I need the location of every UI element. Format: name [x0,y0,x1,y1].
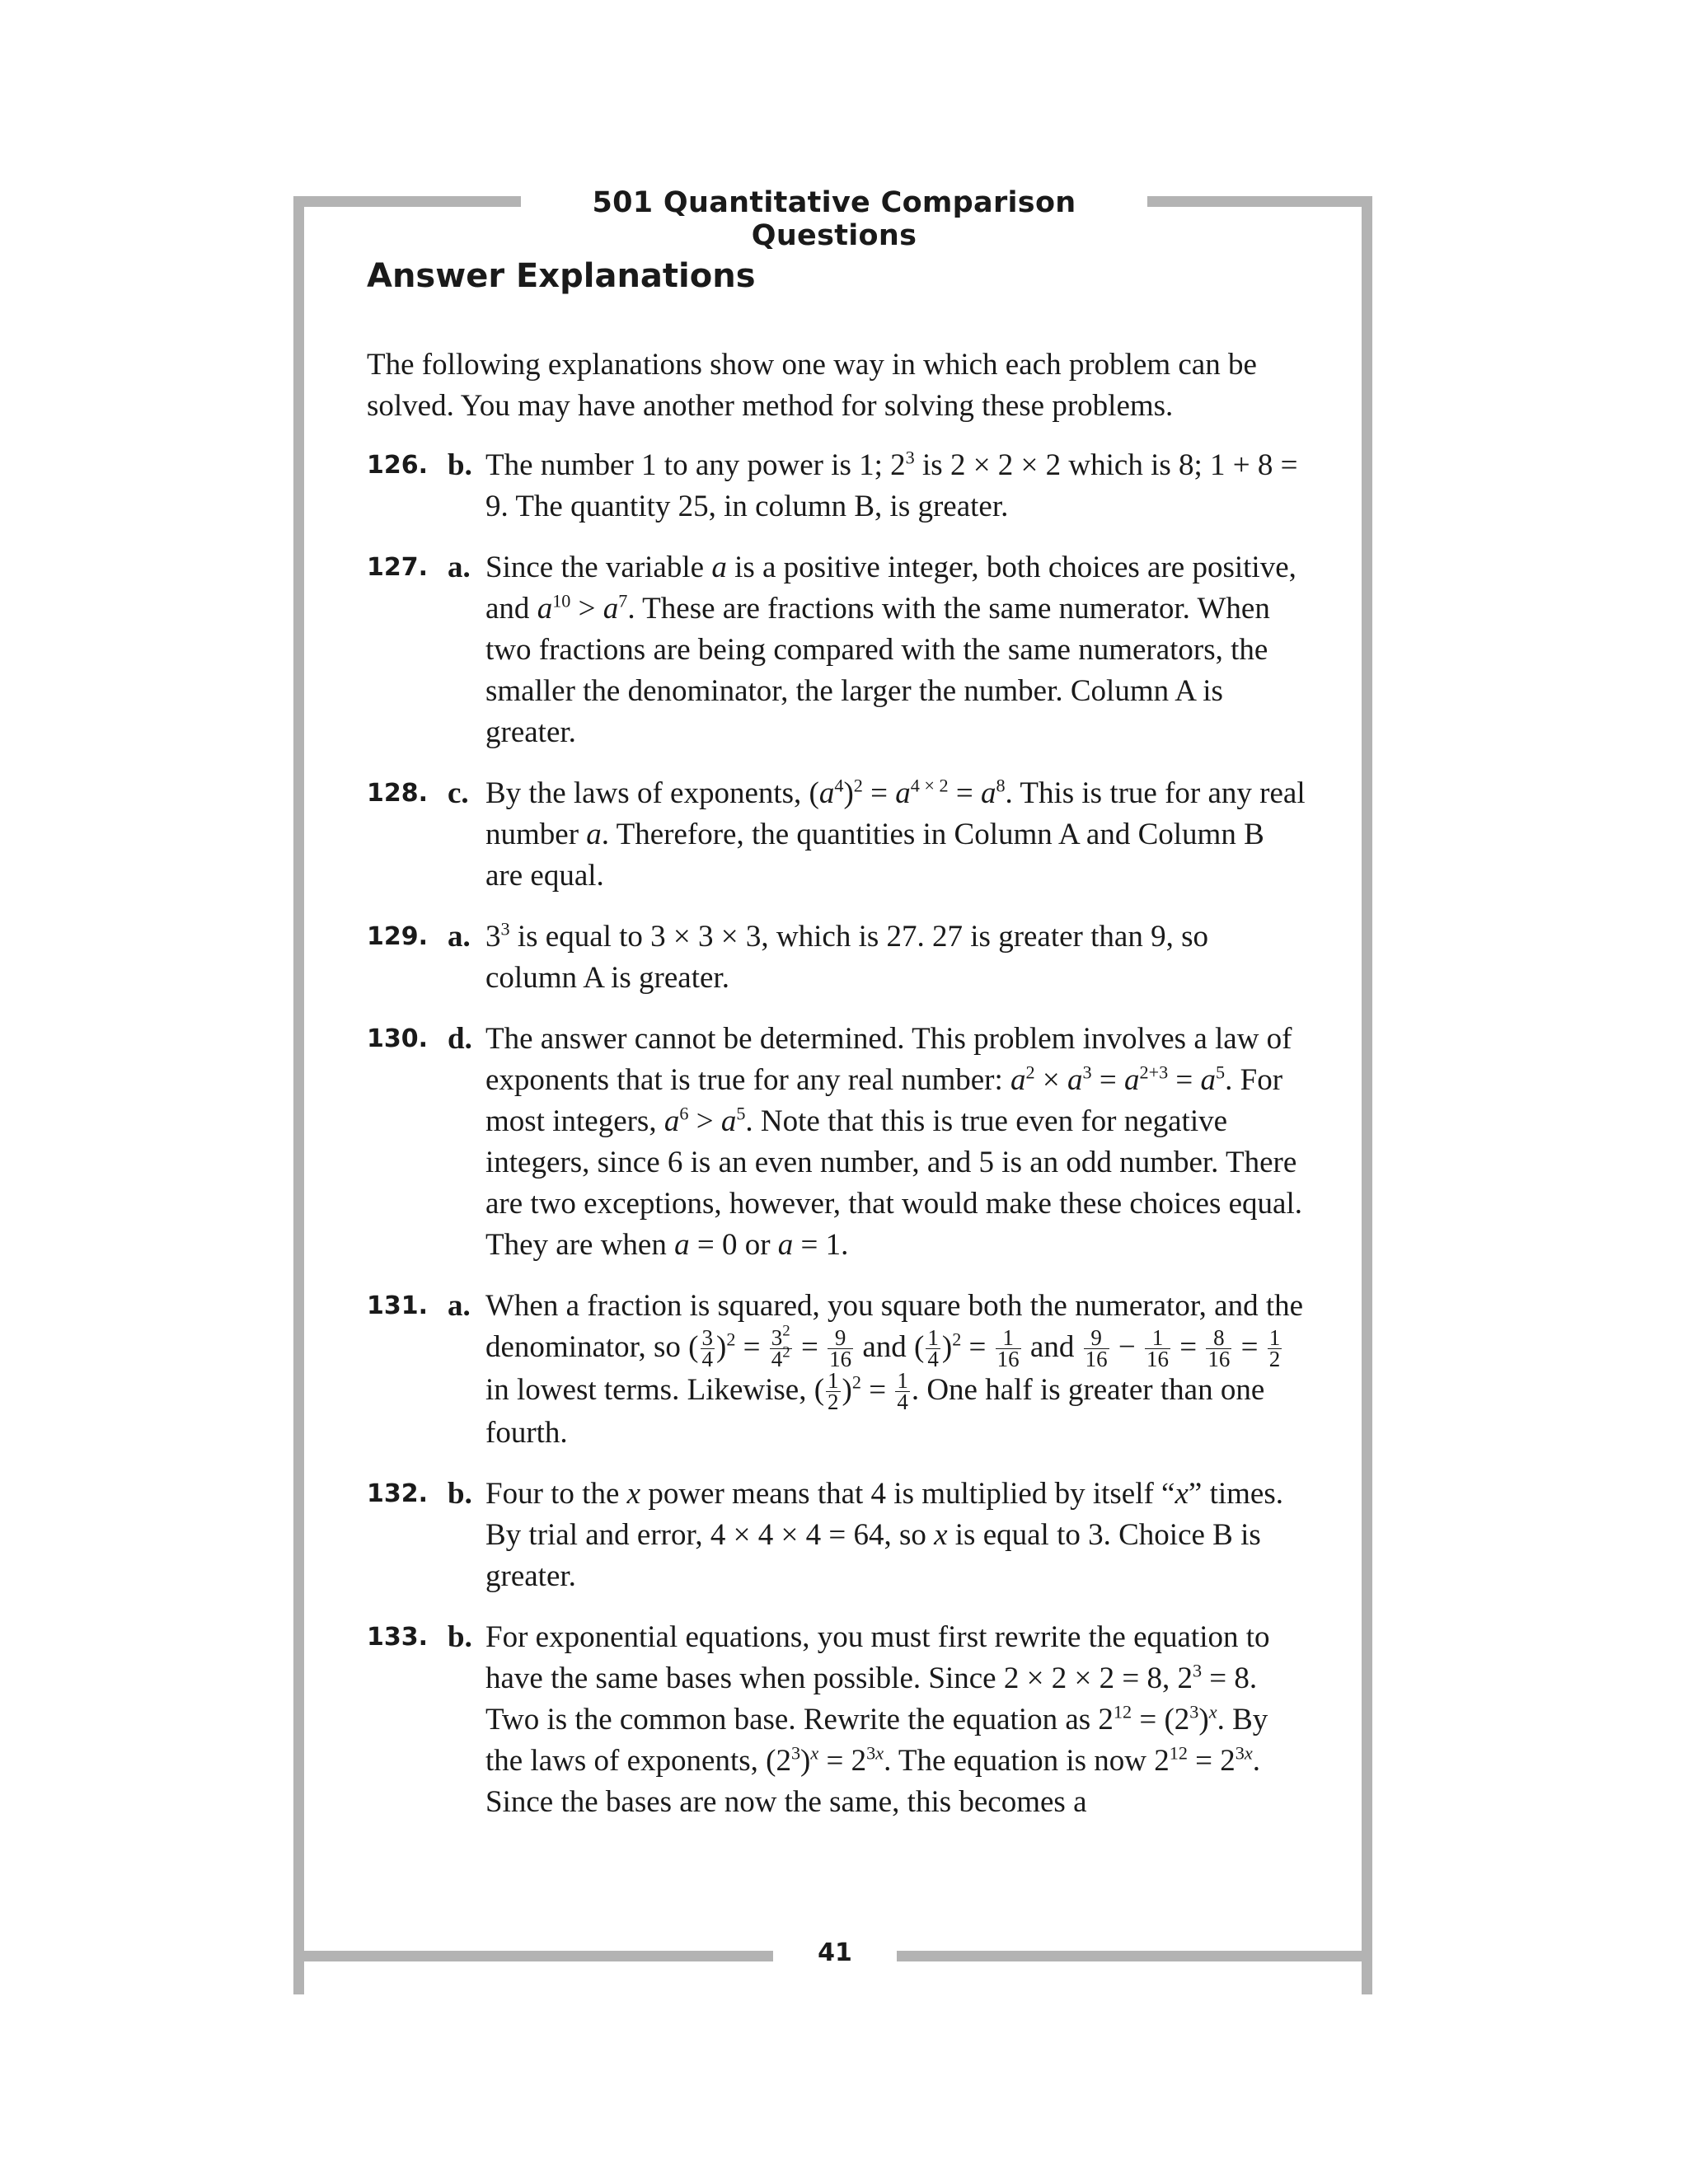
answer-letter: b. [448,1477,472,1511]
answer-letter: b. [448,1620,472,1654]
frame-bottom-left [293,1951,773,1961]
answer-number: 126. [367,451,429,480]
intro-paragraph: The following explanations show one way in which each problem can be solved. You may have another method for solving these problems. [367,348,1257,423]
answer-explanation: The number 1 to any power is 1; $2^3$ is 2 × 2 × 2 which is 8; 1 + 8 = 9. The quantity 25, in column B, is greater. [485,447,1298,523]
answer-letter: a. [448,920,471,954]
answer-letter: a. [448,1289,471,1323]
section-title: Answer Explanations [367,257,756,295]
answer-number: 129. [367,922,429,951]
answer-number: 132. [367,1479,429,1508]
answer-item [367,773,1306,897]
answer-item [367,1474,1306,1597]
answer-number: 133. [367,1623,429,1652]
frame-right [1362,196,1372,1994]
answer-number: 131. [367,1291,429,1320]
running-head: 501 Quantitative Comparison Questions [592,186,1076,252]
answer-explanation: $3^3$ is equal to 3 × 3 × 3, which is 27. 27 is greater than 9, so column A is greater. [485,918,1208,995]
answer-letter: b. [448,448,472,482]
page-number: 41 [818,1938,852,1967]
answer-item [367,1286,1306,1454]
frame-bottom-right [897,1951,1372,1961]
answer-list [367,344,1306,1843]
answer-letter: c. [448,776,469,810]
answer-item [367,547,1306,753]
answer-explanation: When a fraction is squared, you square both the numerator, and the denominator, so ( $\frac{3}{4}$ )$^2$ = $\frac{3^2}{4^2}$ = $\frac{9}{16}$ and ( $\frac{1}{4}$ )$^2$ = $\frac{1}{16}$ and $\frac{9}{16}$ − $\frac{1}{16}$ = $\frac{8}{16}$ = $\frac{1}{2}$ in lowest terms. Likewise, ( $\frac{1}{2}$ )$^2$ = $\frac{1}{4}$ . One half is greater than one fourth. [485,1289,1304,1450]
answer-explanation: For exponential equations, you must first rewrite the equation to have the same bases when possible. Since 2 × 2 × 2 = 8, $2^3 = 8$. Two is the common base. Rewrite the equation as $2^{12} = (2^3)^x$. By the laws of exponents, $(2^3)^x = 2^{3x}$. The equation is now $2^{12} = 2^{3x}$. Since the bases are now the same, this becomes a [485,1620,1270,1819]
answer-item [367,1617,1306,1823]
frame-top-right [1147,196,1372,207]
answer-explanation: Four to the x power means that 4 is multiplied by itself “x” times. By trial and error, 4 × 4 × 4 = 64, so x is equal to 3. Choice B is greater. [485,1477,1284,1593]
answer-explanation: The answer cannot be determined. This problem involves a law of exponents that is true for any real number: $a^2 \times a^3 = a^{2+3} = a^5$. For most integers, $a^6 > a^5$. Note that this is true even for negative integers, since 6 is an even number, and 5 is an odd number. There are two exceptions, however, that would make these choices equal. They are when a = 0 or a = 1. [485,1022,1302,1262]
frame-left [293,196,304,1994]
answer-explanation: Since the variable a is a positive integer, both choices are positive, and $a^{10} > a^7$. These are fractions with the same numerator. When two fractions are being compared with the same numerators, the smaller the denominator, the larger the number. Column A is greater. [485,551,1296,749]
answer-letter: d. [448,1022,472,1056]
answer-number: 130. [367,1024,429,1053]
answer-explanation: By the laws of exponents, $(a^4)^2 = a^{4 \times 2} = a^8$. This is true for any real number a. Therefore, the quantities in Column A and Column B are equal. [485,775,1306,893]
answer-number: 128. [367,779,429,808]
answer-item [367,1019,1306,1266]
frame-top-left [293,196,521,207]
answer-letter: a. [448,551,471,584]
answer-item [367,445,1306,527]
answer-item [367,916,1306,999]
answer-number: 127. [367,553,429,582]
